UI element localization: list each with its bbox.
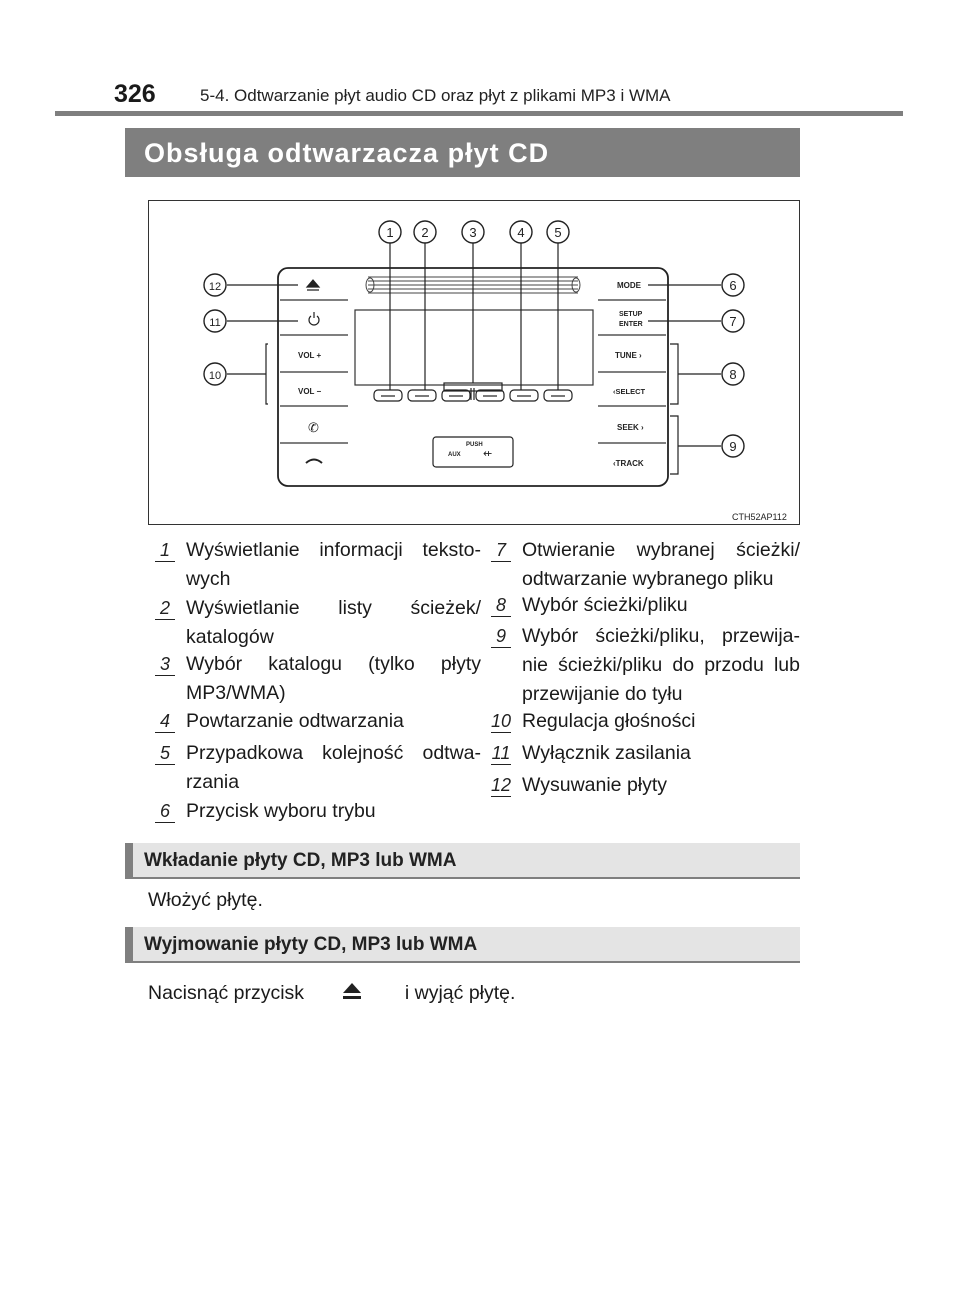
header-rule xyxy=(55,111,903,116)
soft-buttons xyxy=(374,383,572,401)
list-number: 4 xyxy=(155,709,175,733)
list-text: Wyświetlanie informacji teksto-wych xyxy=(186,539,481,590)
list-number: 11 xyxy=(491,743,511,763)
list-text: Powtarzanie odtwarzania xyxy=(186,710,404,732)
select-label: ‹SELECT xyxy=(613,387,646,396)
seek-label: SEEK › xyxy=(617,423,644,432)
figure-code: CTH52AP112 xyxy=(732,512,787,522)
running-title: 5-4. Odtwarzanie płyt audio CD oraz płyt z plikami MP3 i WMA xyxy=(200,86,671,105)
callout-6: 6 xyxy=(729,278,737,293)
page-number: 326 xyxy=(114,80,156,108)
list-text: Regulacja głośności xyxy=(522,710,696,732)
hang-up-icon xyxy=(306,460,322,464)
usb-icon: ⇷ xyxy=(483,448,493,460)
callout-2: 2 xyxy=(421,225,429,240)
phone-icon: ✆ xyxy=(308,420,319,435)
list-item-5 xyxy=(159,739,481,797)
list-text: Przypadkowa kolejność odtwa-rzania xyxy=(186,742,481,793)
list-item-6 xyxy=(159,797,481,826)
list-number: 5 xyxy=(155,741,175,765)
callout-9: 9 xyxy=(729,439,737,454)
callout-8: 8 xyxy=(729,367,737,382)
list-number: 2 xyxy=(155,596,175,620)
power-icon xyxy=(309,312,319,325)
list-number: 7 xyxy=(491,538,511,562)
vol-minus-label: VOL − xyxy=(298,387,322,396)
list-number: 12 xyxy=(491,775,512,795)
callout-circles xyxy=(204,221,744,457)
list-text: Wyłącznik zasilania xyxy=(522,742,691,764)
callout-4: 4 xyxy=(517,225,525,240)
eject-body-after: i wyjąć płytę. xyxy=(404,982,516,1004)
insert-section-title: Wkładanie płyty CD, MP3 lub WMA xyxy=(144,850,457,871)
left-brackets xyxy=(266,344,268,404)
setup-label: SETUP xyxy=(619,311,643,318)
callout-11: 11 xyxy=(209,317,221,329)
list-number: 3 xyxy=(155,652,175,676)
aux-label: AUX xyxy=(448,452,461,458)
list-text: Wybór ścieżki/pliku, przewija-nie ścieżki/pliku do przodu lub przewijanie do tyłu xyxy=(522,625,800,705)
callout-5: 5 xyxy=(554,225,562,240)
list-item-8 xyxy=(495,591,800,620)
list-number: 9 xyxy=(491,624,511,648)
track-label: ‹TRACK xyxy=(613,459,644,468)
eject-body-before: Nacisnąć przycisk xyxy=(148,982,305,1004)
push-label: PUSH xyxy=(466,442,483,448)
list-number: 10 xyxy=(491,711,512,731)
section-title: Obsługa odtwarzacza płyt CD xyxy=(144,138,550,168)
list-item-1 xyxy=(159,536,481,594)
eject-icon xyxy=(307,280,319,290)
list-text: Wybór katalogu (tylko płyty MP3/WMA) xyxy=(186,653,481,704)
list-item-2 xyxy=(159,594,481,652)
eject-section-title: Wyjmowanie płyty CD, MP3 lub WMA xyxy=(144,934,478,955)
list-item-3 xyxy=(159,650,481,708)
right-brackets xyxy=(670,344,678,474)
list-number: 8 xyxy=(491,593,511,617)
callout-10: 10 xyxy=(208,370,222,382)
list-item-4 xyxy=(159,707,481,736)
mode-label: MODE xyxy=(617,281,641,290)
eject-icon xyxy=(339,979,365,1003)
list-item-9 xyxy=(495,622,800,709)
callout-leaders xyxy=(227,243,721,446)
insert-section-body: Włożyć płytę. xyxy=(148,889,263,911)
list-item-12 xyxy=(491,771,800,800)
vol-plus-label: VOL + xyxy=(298,351,322,360)
callout-7: 7 xyxy=(729,314,737,329)
tune-label: TUNE › xyxy=(615,351,642,360)
callout-3: 3 xyxy=(469,225,477,240)
list-text: Wysuwanie płyty xyxy=(522,774,668,796)
list-text: Wybór ścieżki/pliku xyxy=(522,594,688,616)
eject-section-body xyxy=(148,979,515,1005)
enter-label: ENTER xyxy=(619,321,643,328)
list-item-10 xyxy=(491,707,800,736)
list-number: 6 xyxy=(155,799,175,823)
list-text: Wyświetlanie listy ścieżek/ katalogów xyxy=(186,597,481,648)
list-number: 1 xyxy=(155,538,175,562)
list-item-7 xyxy=(495,536,800,594)
list-item-11 xyxy=(491,739,800,768)
list-text: Przycisk wyboru trybu xyxy=(186,800,376,822)
display-screen xyxy=(355,310,593,385)
audio-panel-illustration xyxy=(148,200,800,525)
callout-1: 1 xyxy=(386,225,394,240)
list-text: Otwieranie wybranej ścieżki/ odtwarzanie wybranego pliku xyxy=(522,539,800,590)
callout-12: 12 xyxy=(208,281,222,293)
